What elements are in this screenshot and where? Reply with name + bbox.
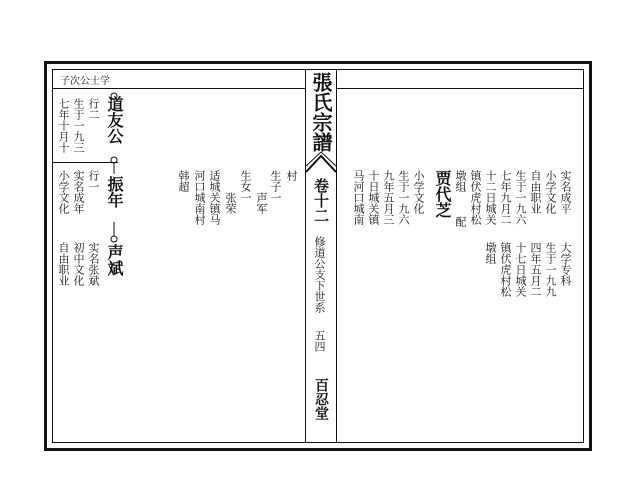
- r-a-place: 镇伏虎村松: [469, 170, 482, 225]
- header-rule-left: [52, 88, 306, 89]
- r-a-education: 小学文化: [544, 170, 557, 214]
- note-daughter: 生女一: [239, 170, 252, 203]
- shengbin-occupation: 自由职业: [57, 242, 70, 286]
- volume-label: 卷十二: [312, 178, 330, 223]
- r-a-spouse-mark: 配: [454, 216, 467, 227]
- note-residence: 河口城南村: [193, 170, 206, 225]
- name-shengbin: 声斌: [105, 244, 124, 276]
- zhennian-education: 小学文化: [57, 170, 70, 214]
- r-b-birth1: 生于一九六: [397, 170, 410, 225]
- spine-rule-left: [305, 69, 306, 443]
- r-c-birth1: 生于一九九: [544, 242, 557, 297]
- note-son-name: 声军: [255, 192, 268, 214]
- zhennian-rank: 行一: [87, 170, 100, 192]
- r-a-group: 墩组: [454, 170, 467, 192]
- zhennian-real-name: 实名成年: [72, 170, 85, 214]
- r-c-place: 镇伏虎村松: [499, 242, 512, 297]
- note-in-law: 韩超: [177, 170, 190, 192]
- r-b-birth3: 十日城关镇: [367, 170, 380, 225]
- header-rule-right: [336, 88, 584, 89]
- daoyou-birth-line2: 七年十月十: [57, 98, 70, 153]
- note-son: 生子一: [269, 170, 282, 203]
- r-a-birth3: 十二日城关: [484, 170, 497, 225]
- r-c-birth3: 十七日城关: [514, 242, 527, 297]
- row-divider: [52, 162, 118, 163]
- r-c-birth2: 四年五月二: [529, 242, 542, 297]
- r-c-group: 墩组: [484, 242, 497, 264]
- name-zhennian: 振年: [105, 176, 124, 208]
- r-b-birth2: 九年五月三: [382, 170, 395, 225]
- daoyou-rank: 行二: [87, 98, 100, 120]
- lineage-connectors: [105, 90, 124, 300]
- daoyou-birth-line1: 生于一九三: [72, 98, 85, 153]
- section-label: 修道公支下世系: [313, 236, 326, 313]
- page-number: 五四: [313, 330, 326, 352]
- r-a-birth1: 生于一九六: [514, 170, 527, 225]
- r-b-place: 马河口城南: [352, 170, 365, 225]
- name-jia-daizhi: 贾代芝: [433, 170, 452, 218]
- r-a-real-name: 实名成平: [559, 170, 572, 214]
- r-a-occupation: 自由职业: [529, 170, 542, 214]
- header-label: 子次公士学: [60, 76, 110, 87]
- spine-rule-right: [336, 69, 337, 443]
- fishtail-mark: [305, 152, 337, 174]
- shengbin-real-name: 实名张斌: [87, 242, 100, 286]
- r-a-birth2: 七年九月二: [499, 170, 512, 225]
- r-b-education: 小学文化: [412, 170, 425, 214]
- spine-title: 張氏宗譜: [309, 72, 333, 152]
- note-married-to: 适城关镇马: [208, 170, 221, 225]
- hall-name: 百忍堂: [313, 378, 329, 420]
- note-village: 村: [285, 170, 298, 181]
- name-daoyou: 道友公: [105, 96, 124, 144]
- shengbin-education: 初中文化: [72, 242, 85, 286]
- note-daughter-name: 张荣: [224, 192, 237, 214]
- r-c-education: 大学专科: [559, 242, 572, 286]
